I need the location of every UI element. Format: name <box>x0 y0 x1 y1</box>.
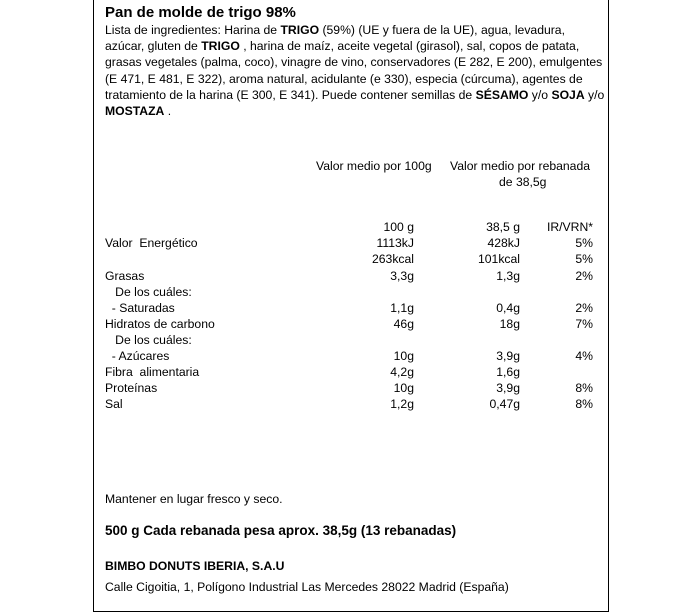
value-ir: 5% <box>575 252 593 266</box>
unit-100g: 100 g <box>383 220 414 234</box>
value-100g: 3,3g <box>390 269 414 283</box>
ingredient-text: (59%) (UE y fuera de la UE), agua, levadura, azúcar, gluten de <box>105 23 565 54</box>
value-100g: 1113kJ <box>376 236 414 250</box>
value-ir: 2% <box>575 269 593 283</box>
nutrition-row <box>0 364 700 380</box>
value-100g: 4,2g <box>390 365 414 379</box>
nutrition-row <box>0 268 700 284</box>
allergen-text: TRIGO <box>280 23 320 37</box>
allergen-text: SÉSAMO <box>475 87 529 102</box>
value-ir: 5% <box>575 236 593 250</box>
value-slice: 3,9g <box>496 381 520 395</box>
value-ir: 8% <box>575 397 593 411</box>
value-100g: 263kcal <box>371 252 414 266</box>
row-label: Hidratos de carbono <box>105 317 215 331</box>
row-label: - Azúcares <box>105 349 170 363</box>
value-100g: 1,2g <box>390 397 414 411</box>
value-slice: 101kcal <box>477 252 520 266</box>
row-label: Sal <box>105 397 123 411</box>
nutrition-row <box>0 380 700 396</box>
weight-info: 500 g Cada rebanada pesa aprox. 38,5g (13 rebanadas) <box>105 523 457 538</box>
row-label: Grasas <box>105 269 145 283</box>
allergen-text: SOJA <box>551 87 585 102</box>
nutrition-row <box>0 316 700 332</box>
nutrition-row <box>0 332 700 348</box>
value-slice: 1,3g <box>496 269 520 283</box>
nutrition-row <box>0 300 700 316</box>
value-100g: 10g <box>393 381 414 395</box>
row-label: Fibra alimentaria <box>105 365 200 379</box>
company-name: BIMBO DONUTS IBERIA, S.A.U <box>105 559 285 573</box>
ingredient-text: Lista de ingredientes: Harina de <box>105 23 281 37</box>
value-ir: 8% <box>575 381 593 395</box>
header-per-slice: Valor medio por rebanada <box>450 159 591 173</box>
header-per-slice-weight: de 38,5g <box>499 175 547 189</box>
unit-ir: IR/VRN* <box>546 220 593 234</box>
value-slice: 3,9g <box>496 349 520 363</box>
ingredient-text: . <box>164 104 172 119</box>
row-label: - Saturadas <box>105 301 175 315</box>
row-label: Proteínas <box>105 381 158 395</box>
value-ir: 2% <box>575 301 593 315</box>
nutrition-row <box>0 251 700 267</box>
value-slice: 428kJ <box>487 236 520 250</box>
units-row <box>0 219 700 235</box>
nutrition-row <box>0 348 700 364</box>
row-label: De los cuáles: <box>105 285 192 299</box>
nutrition-row <box>0 396 700 412</box>
header-per-100g: Valor medio por 100g <box>316 159 432 173</box>
value-slice: 1,6g <box>496 365 520 379</box>
product-title: Pan de molde de trigo 98% <box>105 4 296 21</box>
nutrition-row <box>0 235 700 251</box>
value-ir: 7% <box>575 317 593 331</box>
ingredients-list <box>105 22 605 119</box>
value-ir: 4% <box>575 349 593 363</box>
ingredient-text: y/o <box>528 87 552 102</box>
ingredient-text: , harina de maíz, aceite vegetal (girasol), sal, copos de patata, grasas vegetales (palma, coco), vinagre de vino, conservadores (E 282, E 200), emulgentes (E 471, E 481, E 322), aroma natural, acidulante (e 330), especia (cúrcuma), agentes de tratamiento de la harina (E 300, E 341). Puede contener semillas de <box>105 39 603 102</box>
value-100g: 1,1g <box>390 301 414 315</box>
value-slice: 0,47g <box>489 397 520 411</box>
allergen-text: MOSTAZA <box>105 104 165 119</box>
value-slice: 18g <box>499 317 520 331</box>
unit-slice: 38,5 g <box>486 220 520 234</box>
value-100g: 10g <box>393 349 414 363</box>
value-slice: 0,4g <box>496 301 520 315</box>
ingredient-text: y/o <box>584 87 605 102</box>
allergen-text: TRIGO <box>201 39 240 54</box>
row-label: De los cuáles: <box>105 333 192 347</box>
company-address: Calle Cigoitia, 1, Polígono Industrial Las Mercedes 28022 Madrid (España) <box>105 580 509 594</box>
value-100g: 46g <box>393 317 414 331</box>
nutrition-row <box>0 284 700 300</box>
row-label: Valor Energético <box>105 236 198 250</box>
storage-note: Mantener en lugar fresco y seco. <box>105 492 283 506</box>
